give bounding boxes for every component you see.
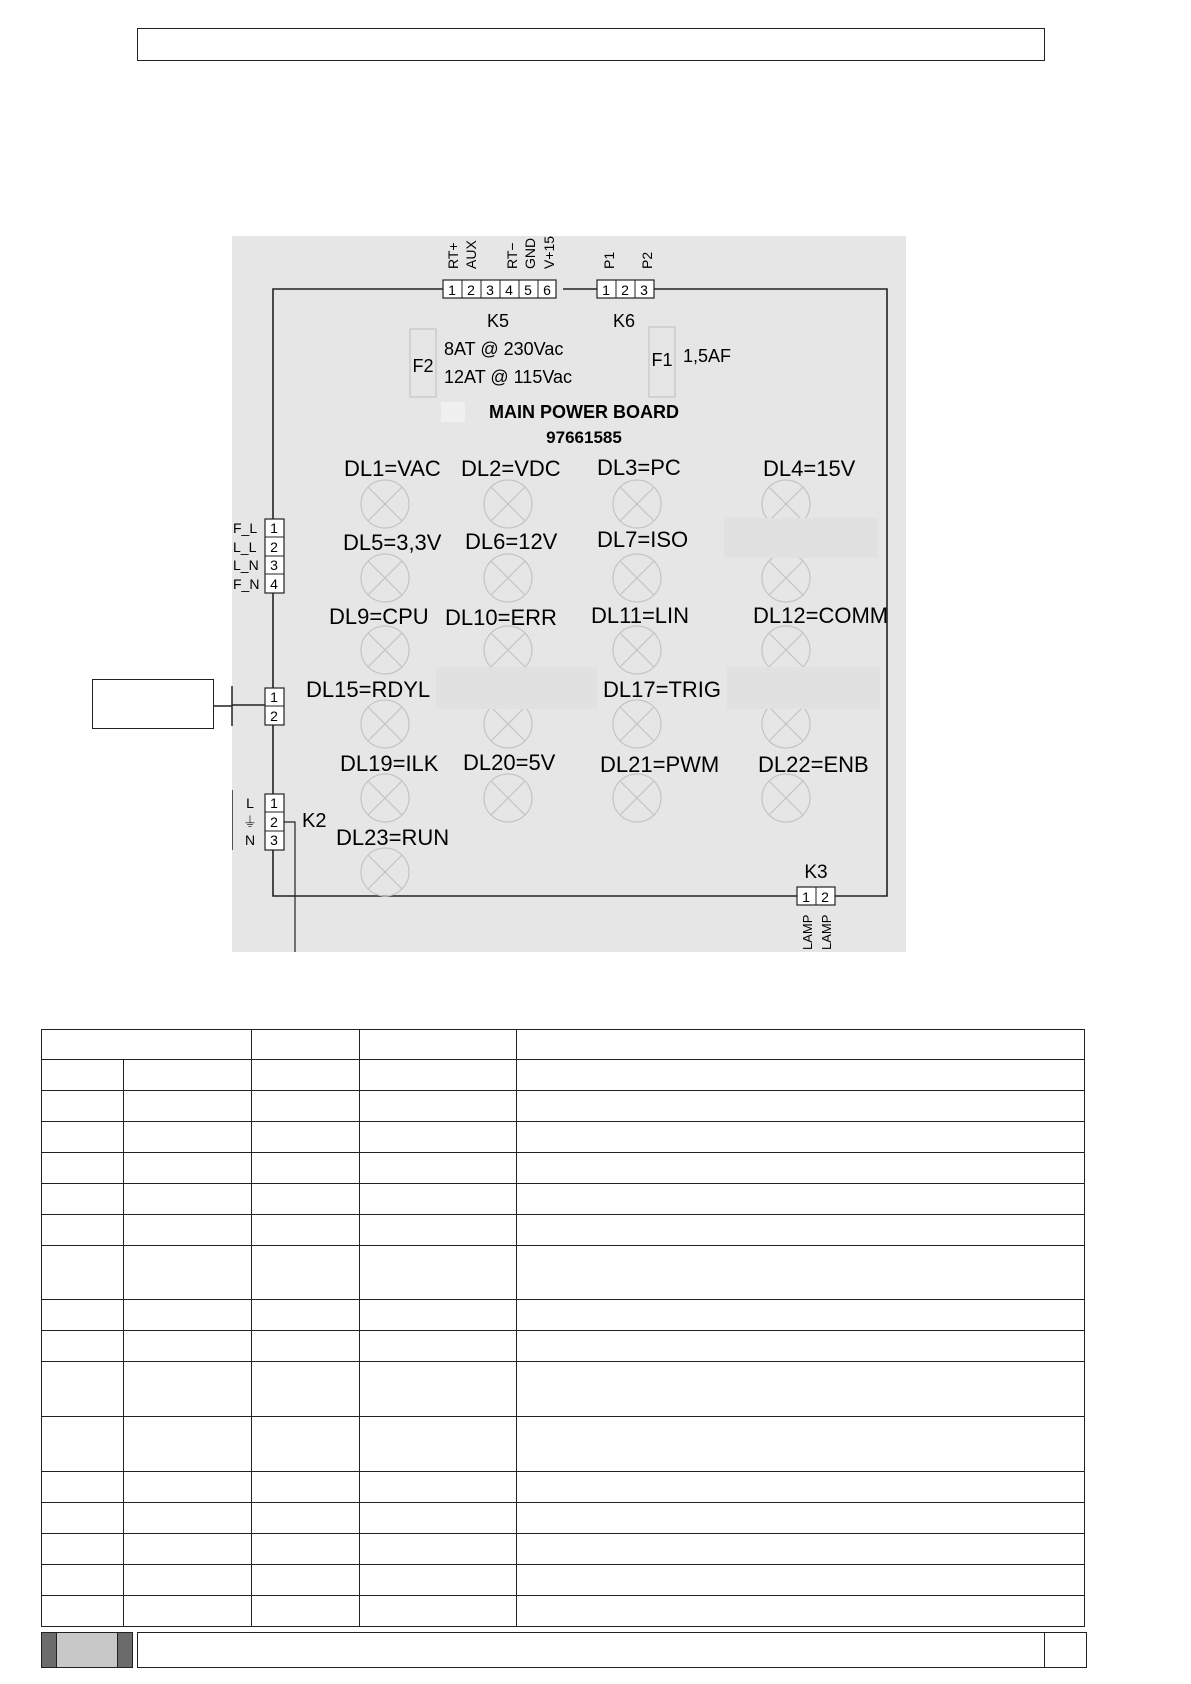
table-cell: [360, 1331, 517, 1362]
table-cell: [360, 1153, 517, 1184]
f2-rating-115: 12AT @ 115Vac: [444, 367, 573, 387]
table-row: [42, 1565, 1085, 1596]
data-table: [41, 1029, 1085, 1627]
k5-pin-3: 3: [486, 282, 494, 298]
table-cell: [517, 1534, 1085, 1565]
k6-pin-2: 2: [621, 282, 629, 298]
table-cell: [124, 1184, 252, 1215]
k5-pin-2: 2: [467, 282, 475, 298]
table-cell: [517, 1184, 1085, 1215]
table-cell: [517, 1030, 1085, 1060]
table-cell: [42, 1565, 124, 1596]
table-cell: [517, 1331, 1085, 1362]
table-cell: [360, 1215, 517, 1246]
table-cell: [517, 1417, 1085, 1472]
table-cell: [360, 1417, 517, 1472]
led-dl2-label: DL2=VDC: [461, 456, 561, 481]
table-cell: [252, 1122, 360, 1153]
table-row: [42, 1417, 1085, 1472]
led-dl22-label: DL22=ENB: [758, 752, 869, 777]
table-cell: [517, 1153, 1085, 1184]
table-cell: [360, 1060, 517, 1091]
k1-signal-fl: F_L: [233, 520, 258, 536]
table-cell: [42, 1362, 124, 1417]
table-cell: [360, 1503, 517, 1534]
led-dl5-label: DL5=3,3V: [343, 530, 442, 555]
table-row: [42, 1215, 1085, 1246]
footer-bar: [41, 1632, 1087, 1668]
table-row: [42, 1060, 1085, 1091]
table-cell: [252, 1153, 360, 1184]
k1-pin-1: 1: [270, 520, 278, 536]
table-cell: [124, 1565, 252, 1596]
led-dl3-label: DL3=PC: [597, 455, 681, 480]
k2-name: K2: [302, 810, 327, 832]
external-component-box: [92, 679, 214, 729]
kx-connector: [265, 688, 284, 725]
k2-signal-n: N: [244, 832, 256, 848]
table-cell: [517, 1122, 1085, 1153]
led-dl9-label: DL9=CPU: [329, 604, 429, 629]
table-cell: [252, 1331, 360, 1362]
f2-label: F2: [412, 356, 434, 376]
redacted-dl18: [727, 667, 880, 709]
k6-signal-p2: P2: [639, 251, 655, 269]
table-cell: [42, 1122, 124, 1153]
table-row: [42, 1153, 1085, 1184]
diagram-background: [232, 236, 906, 952]
table-cell: [360, 1246, 517, 1300]
table-cell: [252, 1300, 360, 1331]
k5-signal-v15: V+15: [541, 236, 557, 269]
k3-pin-1: 1: [802, 889, 810, 905]
table-cell: [517, 1300, 1085, 1331]
k5-pin-4: 4: [505, 282, 513, 298]
table-cell: [360, 1565, 517, 1596]
led-dl11-label: DL11=LIN: [591, 603, 690, 628]
led-dl23-label: DL23=RUN: [336, 825, 450, 850]
table-cell: [124, 1246, 252, 1300]
k3-name: K3: [804, 862, 828, 883]
table-cell: [124, 1534, 252, 1565]
f1-label: F1: [651, 350, 673, 370]
table-row: [42, 1534, 1085, 1565]
k5-name: K5: [486, 311, 510, 331]
table-cell: [42, 1300, 124, 1331]
k2-pin-3: 3: [270, 832, 278, 848]
k6-name: K6: [612, 311, 636, 331]
led-dl21-label: DL21=PWM: [600, 752, 720, 777]
table-cell: [252, 1472, 360, 1503]
table-cell: [252, 1091, 360, 1122]
table-row: [42, 1362, 1085, 1417]
k5-connector: [443, 280, 556, 298]
led-dl20-label: DL20=5V: [463, 750, 556, 775]
led-dl15-label: DL15=RDYL: [306, 677, 431, 702]
table-cell: [42, 1417, 124, 1472]
table-cell: [360, 1030, 517, 1060]
redacted-patch: [441, 402, 465, 422]
power-board-diagram: [232, 236, 906, 952]
table-cell: [42, 1534, 124, 1565]
table-cell: [42, 1091, 124, 1122]
table-cell: [517, 1246, 1085, 1300]
k5-pin-5: 5: [524, 282, 532, 298]
table-cell: [42, 1030, 252, 1060]
table-cell: [124, 1362, 252, 1417]
table-cell: [252, 1534, 360, 1565]
table-row: [42, 1596, 1085, 1627]
k1-pin-4: 4: [270, 576, 278, 592]
table-cell: [42, 1215, 124, 1246]
table-cell: [517, 1215, 1085, 1246]
k2-signal-l: L: [246, 795, 254, 811]
table-cell: [252, 1417, 360, 1472]
external-box-connector-line: [212, 682, 234, 730]
board-title: MAIN POWER BOARD: [489, 402, 679, 422]
k5-signal-rt-minus: RT−: [504, 242, 520, 269]
led-dl10-label: DL10=ERR: [445, 605, 557, 630]
table-cell: [517, 1565, 1085, 1596]
k1-signal-fn: F_N: [233, 576, 260, 592]
k1-pin-2: 2: [270, 539, 278, 555]
table-cell: [124, 1122, 252, 1153]
k1-signal-ll: L_L: [233, 539, 257, 555]
table-cell: [517, 1472, 1085, 1503]
k3-pin-2: 2: [821, 889, 829, 905]
table-cell: [360, 1300, 517, 1331]
kx-pin-1: 1: [270, 689, 278, 705]
led-dl17-label: DL17=TRIG: [603, 677, 721, 702]
k5-pin-1: 1: [448, 282, 456, 298]
table-cell: [252, 1215, 360, 1246]
k3-connector: [797, 887, 835, 905]
redacted-dl8: [724, 518, 878, 558]
k1-pin-3: 3: [270, 557, 278, 573]
table-row: [42, 1472, 1085, 1503]
k3-signal-lamp-2: LAMP: [819, 914, 834, 950]
footer-dark-segment-right: [117, 1632, 133, 1668]
table-cell: [42, 1503, 124, 1534]
k6-signal-p1: P1: [601, 251, 617, 269]
table-header-row: [42, 1030, 1085, 1060]
f2-rating-230: 8AT @ 230Vac: [444, 339, 564, 359]
table-cell: [124, 1417, 252, 1472]
k6-pin-1: 1: [602, 282, 610, 298]
table-row: [42, 1300, 1085, 1331]
table-cell: [517, 1596, 1085, 1627]
table-cell: [252, 1060, 360, 1091]
header-box: [137, 28, 1045, 61]
k2-signal-earth: ⏚: [243, 814, 257, 830]
table-cell: [42, 1596, 124, 1627]
table-cell: [124, 1060, 252, 1091]
k2-pin-2: 2: [270, 814, 278, 830]
k1-signal-ln: L_N: [233, 557, 259, 573]
f1-rating: 1,5AF: [683, 346, 732, 366]
table-cell: [360, 1091, 517, 1122]
led-dl1-label: DL1=VAC: [344, 456, 441, 481]
table-cell: [252, 1030, 360, 1060]
footer-title-box: [137, 1632, 1080, 1668]
k2-pin-1: 1: [270, 795, 278, 811]
table-cell: [517, 1091, 1085, 1122]
table-cell: [124, 1331, 252, 1362]
table-row: [42, 1184, 1085, 1215]
board-part-number: 97661585: [546, 428, 622, 447]
led-dl6-label: DL6=12V: [465, 529, 558, 554]
table-cell: [124, 1215, 252, 1246]
footer-page-box: [1044, 1632, 1087, 1668]
led-dl7-label: DL7=ISO: [597, 527, 689, 552]
k5-pin-6: 6: [543, 282, 551, 298]
table-row: [42, 1246, 1085, 1300]
table-cell: [252, 1565, 360, 1596]
table-cell: [252, 1246, 360, 1300]
k5-signal-rt-plus: RT+: [445, 242, 461, 269]
footer-light-segment: [56, 1632, 118, 1668]
table-cell: [252, 1362, 360, 1417]
table-cell: [517, 1362, 1085, 1417]
table-cell: [360, 1534, 517, 1565]
led-dl12-label: DL12=COMM: [753, 603, 889, 628]
table-cell: [42, 1060, 124, 1091]
table-cell: [360, 1184, 517, 1215]
table-cell: [252, 1596, 360, 1627]
table-cell: [360, 1596, 517, 1627]
table-cell: [360, 1362, 517, 1417]
table-cell: [42, 1472, 124, 1503]
table-cell: [124, 1503, 252, 1534]
led-dl4-label: DL4=15V: [763, 456, 856, 481]
led-dl19-label: DL19=ILK: [340, 751, 439, 776]
k3-signal-lamp-1: LAMP: [800, 914, 815, 950]
k6-connector: [597, 280, 654, 298]
table-row: [42, 1091, 1085, 1122]
k5-signal-aux: AUX: [463, 240, 479, 269]
table-cell: [124, 1472, 252, 1503]
table-cell: [360, 1472, 517, 1503]
redacted-dl16: [436, 667, 597, 709]
table-cell: [42, 1153, 124, 1184]
table-cell: [517, 1503, 1085, 1534]
kx-pin-2: 2: [270, 708, 278, 724]
table-cell: [517, 1060, 1085, 1091]
table-cell: [42, 1184, 124, 1215]
table-row: [42, 1503, 1085, 1534]
table-cell: [42, 1246, 124, 1300]
table-cell: [124, 1091, 252, 1122]
table-cell: [124, 1300, 252, 1331]
table-row: [42, 1331, 1085, 1362]
table-cell: [252, 1184, 360, 1215]
table-row: [42, 1122, 1085, 1153]
table-cell: [124, 1596, 252, 1627]
table-cell: [252, 1503, 360, 1534]
k6-pin-3: 3: [640, 282, 648, 298]
k5-signal-gnd: GND: [522, 237, 538, 269]
footer-dark-segment-left: [41, 1632, 57, 1668]
table-cell: [360, 1122, 517, 1153]
table-cell: [124, 1153, 252, 1184]
table-cell: [42, 1331, 124, 1362]
